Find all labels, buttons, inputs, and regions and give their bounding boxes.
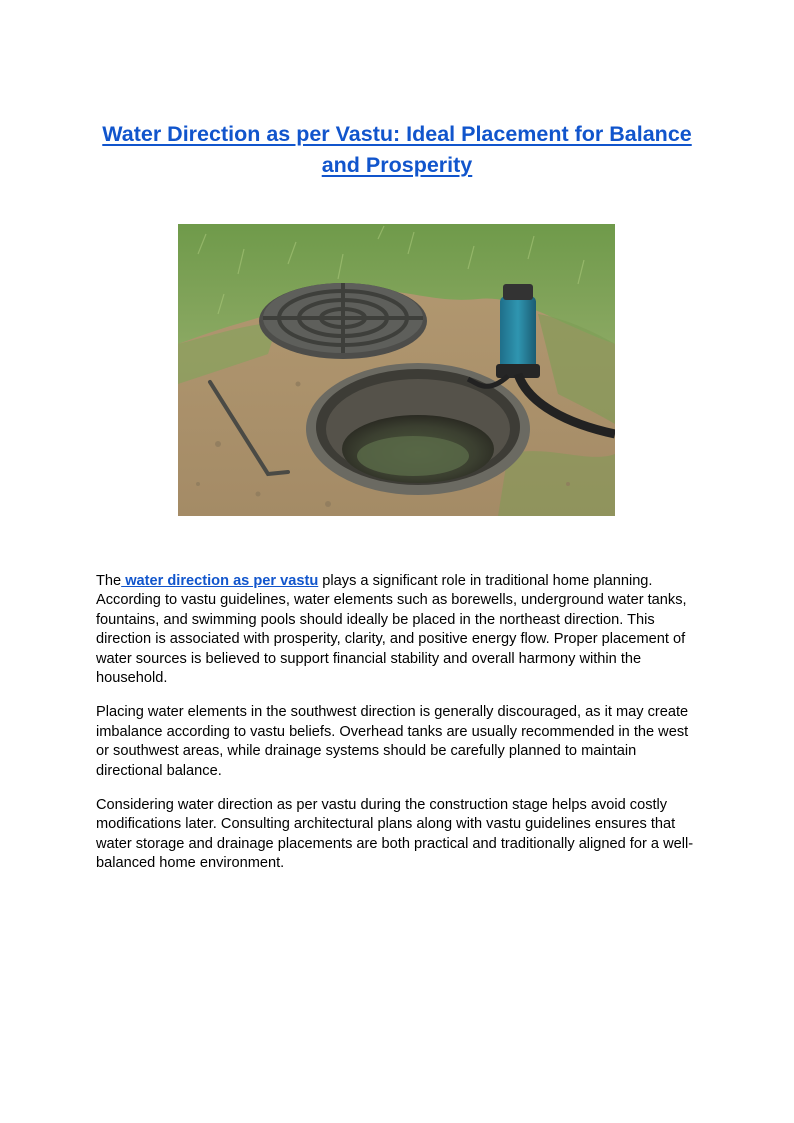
vastu-link[interactable]: water direction as per vastu	[121, 573, 319, 589]
paragraph-1	[96, 572, 700, 688]
page-title	[96, 119, 698, 181]
manhole-water-tank-photo-icon	[178, 224, 615, 516]
manhole-photo	[178, 224, 615, 516]
paragraph-2: Placing water elements in the southwest direction is generally discouraged, as it may create imbalance according to vastu beliefs. Overhead tanks are usually recommended in the west or southwest areas, while drainage systems should be carefully planned to maintain directional balance.	[96, 704, 689, 779]
article-body	[96, 572, 700, 889]
paragraph-1-intro: The	[96, 573, 122, 589]
title-link[interactable]: Water Direction as per Vastu: Ideal Placement for Balance and Prosperity	[102, 122, 692, 177]
paragraph-3: Considering water direction as per vastu during the construction stage helps avoid costly modifications later. Consulting architectural plans along with vastu guidelines ensures that water storage and drainage placements are both practical and traditionally aligned for a well-balanced home environment.	[96, 797, 694, 872]
paragraph-1-rest: plays a significant role in traditional home planning. According to vastu guidelines, water elements such as borewells, underground water tanks, fountains, and swimming pools should ideally be placed in the northeast direction. This direction is associated with prosperity, clarity, and positive energy flow. Proper placement of water sources is believed to support financial stability and overall harmony within the household.	[96, 573, 687, 687]
